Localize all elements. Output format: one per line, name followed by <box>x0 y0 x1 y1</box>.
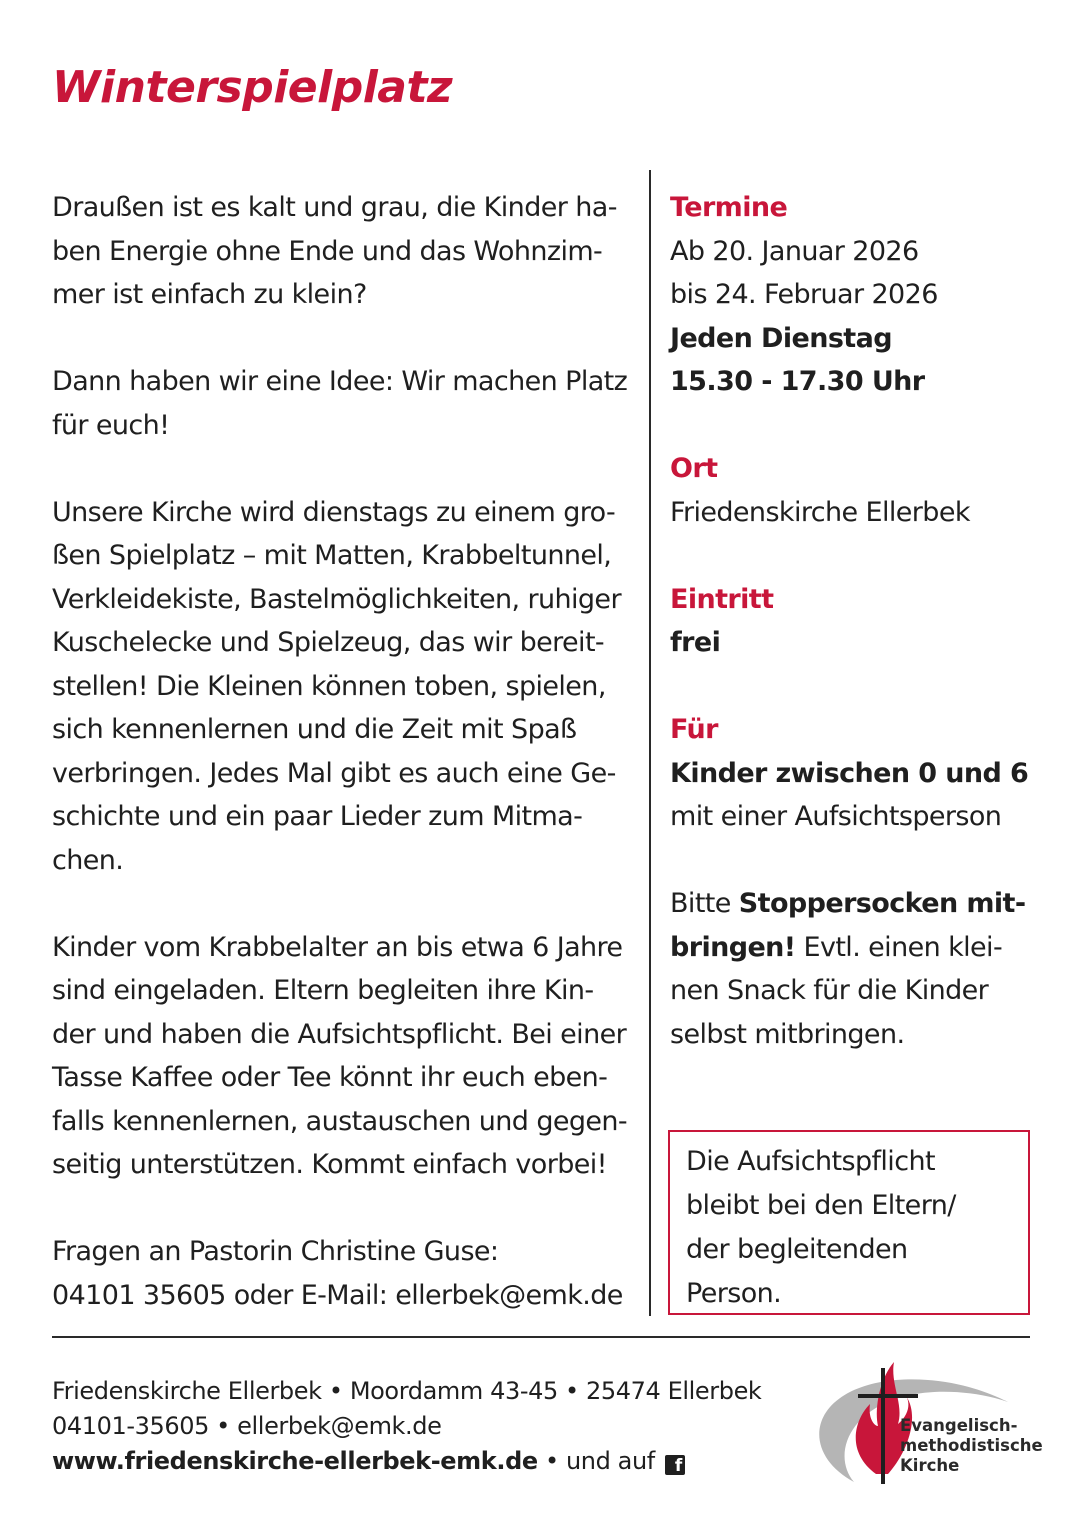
column-divider <box>649 170 651 1316</box>
ort-value: Friedenskirche Ellerbek <box>670 496 970 528</box>
bring-snack: Evtl. einen klei- nen Snack für die Kinder selbst mitbringen. <box>670 931 1003 1050</box>
fuer-section <box>670 708 1040 839</box>
date-range: Ab 20. Januar 2026 bis 24. Februar 2026 <box>670 235 938 310</box>
supervision-notice-box: Die Aufsichtspflicht bleibt bei den Eltern/ der begleitenden Person. <box>668 1130 1030 1315</box>
footer-web-line <box>52 1444 782 1479</box>
age-range: Kinder zwischen 0 und 6 <box>670 757 1029 789</box>
info-column <box>670 186 1040 1100</box>
weekday: Jeden Dienstag <box>670 322 892 354</box>
footer-contact: 04101-35605 • ellerbek@emk.de <box>52 1412 442 1440</box>
eintritt-section <box>670 578 1040 665</box>
intro-text <box>52 186 637 1317</box>
fuer-heading: Für <box>670 714 718 745</box>
bring-instructions <box>670 882 1040 1056</box>
intro-paragraph: Dann haben wir eine Idee: Wir machen Platz für euch! <box>52 366 628 441</box>
termine-heading: Termine <box>670 192 788 223</box>
website-link[interactable]: www.friedenskirche-ellerbek-emk.de <box>52 1447 538 1475</box>
intro-paragraph: Draußen ist es kalt und grau, die Kinder ha- ben Energie ohne Ende und das Wohnzim- mer ist einfach zu klein? <box>52 192 617 310</box>
church-logo-text: Evangelisch- methodistische Kirche <box>900 1416 1043 1475</box>
facebook-icon[interactable]: f <box>665 1455 685 1475</box>
intro-paragraph: Kinder vom Krabbelalter an bis etwa 6 Jahre sind eingeladen. Eltern begleiten ihre Kin- der und haben die Aufsichtspflicht. Bei einer Tasse Kaffee oder Tee könnt ihr euch eben- falls kennenlernen, austauschen und gegen- seitig unterstützen. Kommt einfach vorbei! <box>52 931 628 1180</box>
logo-cross-vertical <box>881 1368 885 1484</box>
intro-paragraph: Unsere Kirche wird dienstags zu einem gro- ßen Spielplatz – mit Matten, Krabbeltunnel, Verkleidekiste, Bastelmöglichkeiten, ruhiger Kuschelecke und Spielzeug, das wir bereit- stellen! Die Kleinen können toben, spielen, sich kennenlernen und die Zeit mit Spaß verbringen. Jedes Mal gibt es auch eine Ge- schichte und ein paar Lieder zum Mitma- chen. <box>52 496 621 876</box>
bring-prefix: Bitte <box>670 888 739 919</box>
ort-heading: Ort <box>670 453 718 484</box>
footer-divider <box>52 1336 1030 1338</box>
page-title: Winterspielplatz <box>52 62 453 113</box>
eintritt-value: frei <box>670 627 721 658</box>
supervision-note: mit einer Aufsichtsperson <box>670 801 1002 832</box>
social-text: • und auf <box>537 1447 655 1475</box>
time-range: 15.30 - 17.30 Uhr <box>670 366 925 397</box>
ort-section <box>670 447 1040 534</box>
contact-paragraph: Fragen an Pastorin Christine Guse: 04101 35605 oder E-Mail: ellerbek@emk.de <box>52 1236 623 1311</box>
footer-address: Friedenskirche Ellerbek • Moordamm 43-45 • 25474 Ellerbek <box>52 1377 762 1405</box>
footer <box>52 1374 782 1479</box>
termine-section <box>670 186 1040 404</box>
bring-socks: Stoppersocken mit- bringen! <box>670 888 1026 963</box>
logo-cross-horizontal <box>858 1394 918 1398</box>
eintritt-heading: Eintritt <box>670 583 774 615</box>
